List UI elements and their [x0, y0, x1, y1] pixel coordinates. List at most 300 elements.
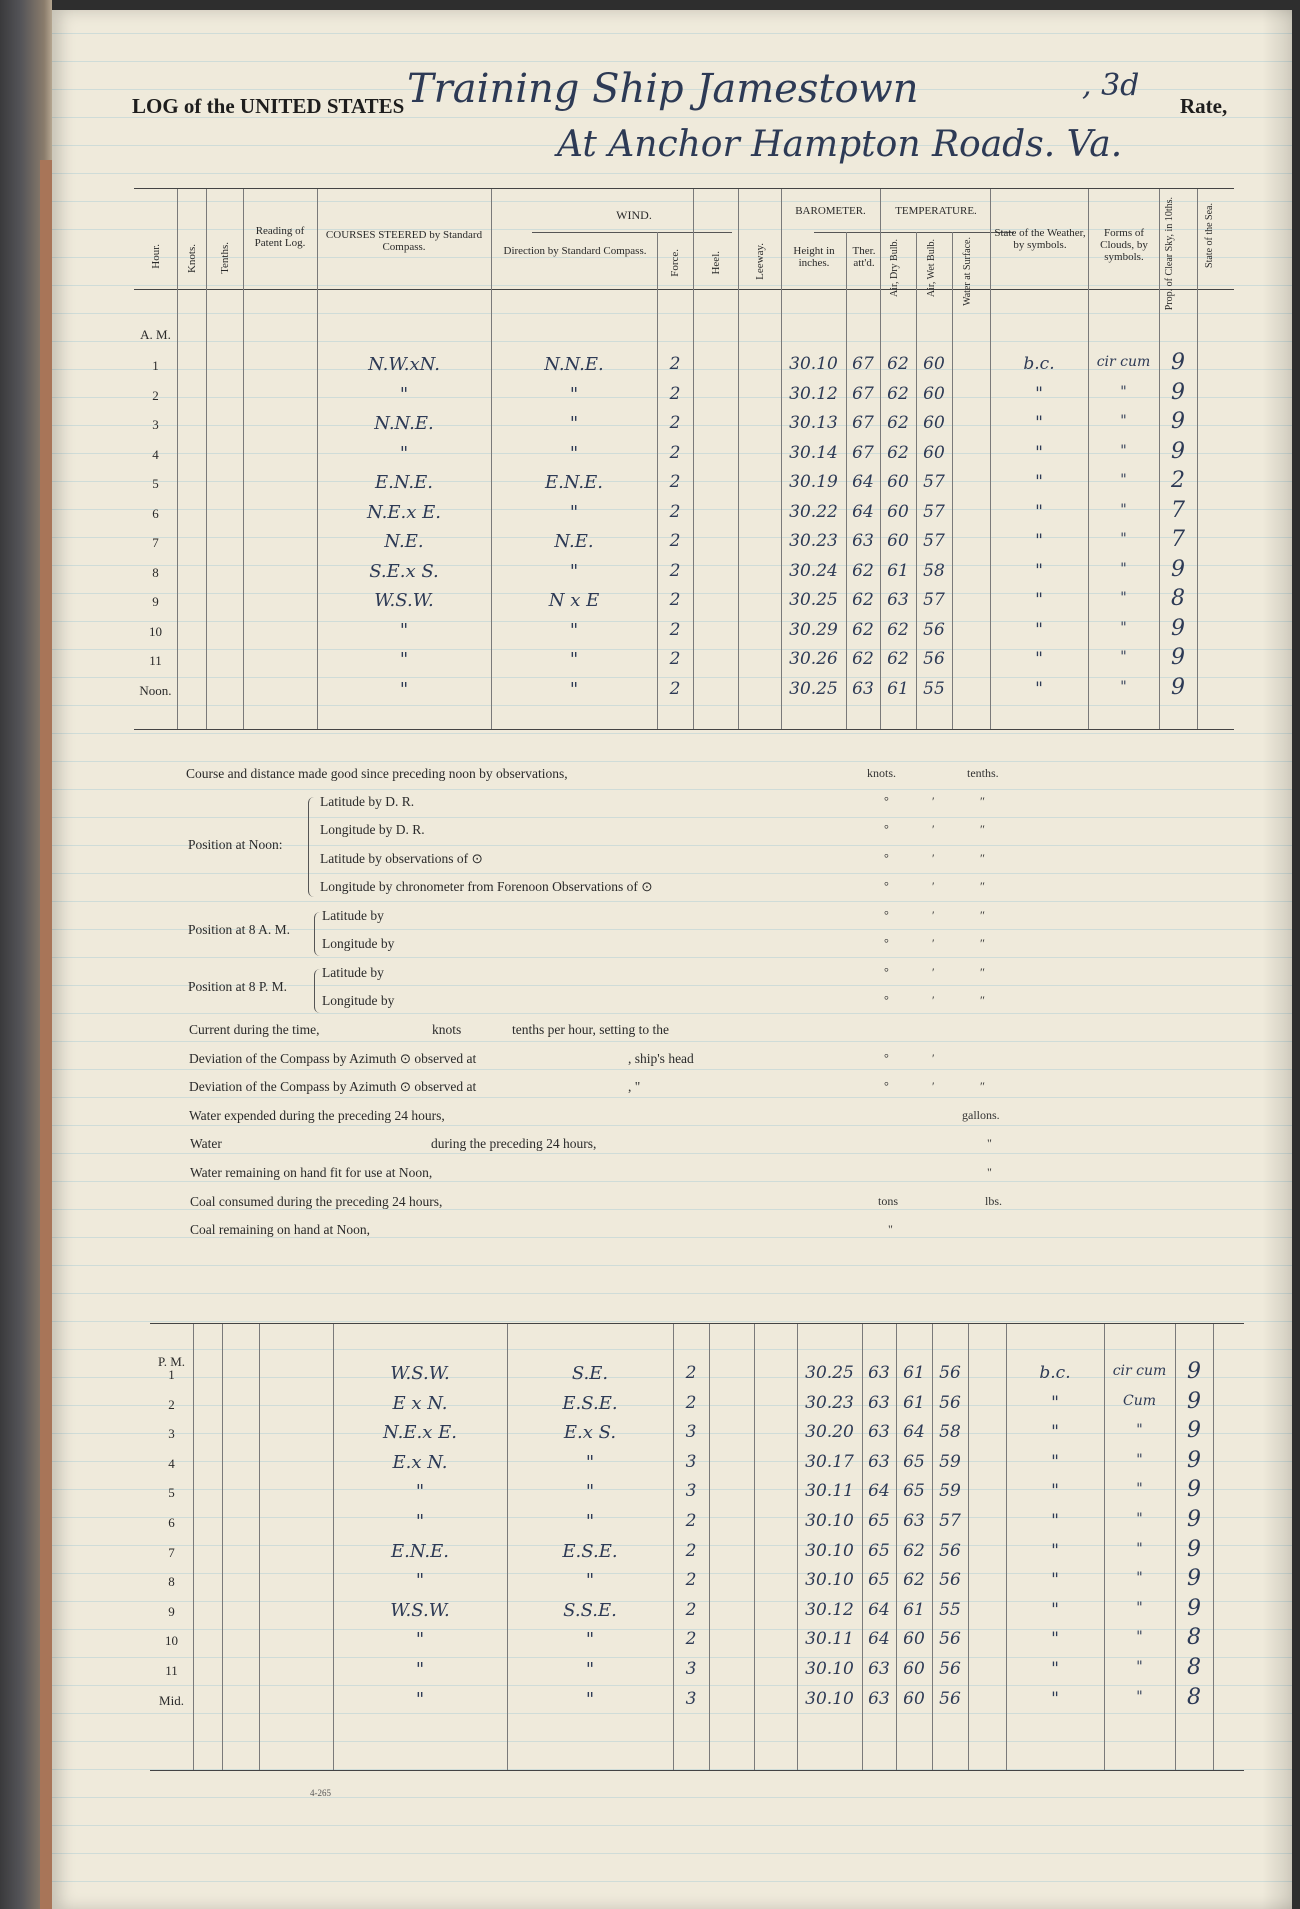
- wind-force-cell: 2: [669, 413, 681, 433]
- wet-bulb-cell: 56: [939, 1659, 961, 1679]
- weather-state-cell: ": [1051, 1540, 1059, 1561]
- barometer-height-cell: 30.10: [789, 354, 838, 374]
- barometer-height-cell: 30.25: [789, 590, 838, 610]
- pm-log-row: [150, 1420, 1244, 1450]
- ship-name: Training Ship Jamestown: [407, 66, 919, 112]
- pm-log-row: [150, 1388, 1244, 1421]
- lon-chron-label: Longitude by chronometer from Forenoon Observations of ⊙: [320, 879, 653, 894]
- coordinate-second-mark: ″: [980, 794, 985, 808]
- wind-direction-cell: E.x S.: [563, 1422, 617, 1444]
- wet-bulb-cell: 56: [939, 1363, 961, 1383]
- hour-cell: 8: [152, 564, 159, 580]
- course-cell: S.E.x S.: [369, 560, 439, 582]
- hour-cell: 2: [168, 1396, 175, 1412]
- cloud-forms-cell: ": [1120, 649, 1127, 665]
- cloud-forms-cell: ": [1120, 560, 1127, 577]
- coordinate-minute-mark: ′: [932, 851, 935, 865]
- barometer-height-cell: 30.10: [805, 1540, 854, 1561]
- pm-log-row: [150, 1627, 1244, 1657]
- current-knots-label: knots: [432, 1022, 462, 1037]
- water-remaining-label: Water remaining on hand fit for use at Noon,: [190, 1165, 433, 1180]
- coordinate-minute-mark: ′: [932, 993, 935, 1007]
- cloud-forms-cell: ": [1120, 442, 1127, 459]
- course-cell: E x N.: [392, 1392, 448, 1414]
- water-label: Water: [190, 1136, 222, 1151]
- thermometer-attached-cell: 67: [852, 354, 874, 374]
- barometer-height-cell: 30.10: [805, 1511, 854, 1531]
- cloud-forms-cell: ": [1136, 1659, 1143, 1675]
- clear-sky-cell: 9: [1171, 674, 1185, 700]
- ship-rate: , 3d: [1082, 68, 1140, 103]
- rate-label: Rate,: [1180, 94, 1228, 118]
- barometer-height-cell: 30.26: [789, 649, 838, 669]
- clear-sky-cell: 9: [1187, 1507, 1201, 1532]
- pm-log-row: [150, 1595, 1244, 1628]
- weather-state-cell: b.c.: [1023, 354, 1055, 374]
- dry-bulb-cell: 65: [903, 1481, 925, 1502]
- clear-sky-cell: 9: [1171, 409, 1185, 434]
- barometer-height-cell: 30.20: [805, 1422, 854, 1443]
- form-number: 4-265: [310, 1788, 331, 1798]
- hour-cell: 11: [149, 653, 162, 668]
- barometer-height-cell: 30.14: [789, 442, 838, 463]
- weather-state-cell: ": [1035, 531, 1043, 551]
- course-cell: ": [415, 1659, 425, 1680]
- wind-direction-cell: ": [585, 1570, 595, 1592]
- hour-cell: 5: [152, 476, 159, 491]
- am-log-row: [134, 674, 1234, 707]
- cloud-forms-cell: ": [1136, 1422, 1143, 1439]
- cloud-forms-cell: ": [1120, 678, 1127, 695]
- wind-direction-cell: ": [585, 1688, 595, 1710]
- clear-sky-cell: 9: [1187, 1477, 1201, 1503]
- clear-sky-cell: 8: [1187, 1684, 1201, 1710]
- dry-bulb-cell: 63: [887, 590, 909, 610]
- course-cell: N.E.x E.: [367, 501, 441, 523]
- hour-cell: 3: [168, 1426, 175, 1442]
- barometer-height-cell: 30.10: [805, 1688, 854, 1709]
- coordinate-degree-mark: °: [884, 1051, 889, 1065]
- cloud-forms-cell: Cum: [1122, 1392, 1156, 1409]
- wind-force-cell: 2: [685, 1629, 697, 1650]
- ships-head-label: , ship's head: [628, 1051, 694, 1066]
- deviation-label-1: Deviation of the Compass by Azimuth ⊙ observed at: [189, 1051, 477, 1066]
- am-log-row: [134, 588, 1234, 618]
- thermometer-attached-cell: 62: [852, 619, 874, 640]
- col-state-sea: State of the Sea.: [1204, 203, 1215, 268]
- coordinate-minute-mark: ′: [932, 965, 935, 979]
- thermometer-attached-cell: 63: [852, 678, 874, 699]
- weather-state-cell: ": [1051, 1570, 1059, 1591]
- hour-cell: 9: [152, 594, 159, 609]
- wet-bulb-cell: 57: [939, 1511, 961, 1531]
- coordinate-second-mark: ″: [980, 879, 985, 893]
- am-label: A. M.: [140, 327, 171, 342]
- col-knots: Knots.: [186, 244, 198, 274]
- thermometer-attached-cell: 64: [852, 501, 874, 522]
- clear-sky-cell: 9: [1187, 1359, 1201, 1384]
- wet-bulb-cell: 56: [939, 1688, 961, 1709]
- coal-tons-ditto: ": [888, 1222, 893, 1236]
- clear-sky-cell: 8: [1187, 1625, 1201, 1651]
- wind-direction-cell: ": [569, 413, 579, 434]
- lon-8am-label: Longitude by: [322, 936, 395, 951]
- clear-sky-cell: 7: [1171, 527, 1185, 552]
- wind-force-cell: 2: [669, 383, 681, 404]
- wind-force-cell: 3: [685, 1659, 697, 1679]
- clear-sky-cell: 7: [1171, 497, 1185, 523]
- barometer-height-cell: 30.12: [805, 1599, 854, 1620]
- thermometer-attached-cell: 65: [868, 1511, 890, 1531]
- wind-force-cell: 3: [685, 1481, 697, 1502]
- am-log-row: [134, 470, 1234, 500]
- cloud-forms-cell: ": [1136, 1451, 1143, 1468]
- weather-state-cell: ": [1035, 678, 1043, 699]
- wind-direction-cell: ": [585, 1451, 595, 1473]
- coordinate-degree-mark: °: [884, 822, 889, 836]
- cloud-forms-cell: ": [1136, 1599, 1143, 1616]
- cloud-forms-cell: ": [1136, 1511, 1143, 1527]
- weather-state-cell: ": [1051, 1451, 1059, 1472]
- wet-bulb-cell: 55: [923, 678, 945, 699]
- dry-bulb-cell: 62: [887, 354, 909, 374]
- dry-bulb-cell: 64: [903, 1422, 925, 1443]
- course-cell: ": [399, 619, 409, 641]
- barometer-height-cell: 30.17: [805, 1451, 854, 1472]
- thermometer-attached-cell: 62: [852, 649, 874, 669]
- wet-bulb-cell: 59: [939, 1451, 961, 1472]
- thermometer-attached-cell: 67: [852, 413, 874, 433]
- wet-bulb-cell: 56: [939, 1629, 961, 1650]
- course-distance-label: Course and distance made good since preceding noon by observations,: [186, 766, 568, 781]
- cloud-forms-cell: ": [1136, 1629, 1143, 1646]
- cloud-forms-cell: ": [1120, 413, 1127, 429]
- thermometer-attached-cell: 62: [852, 560, 874, 581]
- wind-direction-cell: ": [569, 560, 579, 582]
- wet-bulb-cell: 56: [923, 619, 945, 640]
- coordinate-second-mark: ″: [980, 993, 985, 1007]
- col-leeway: Leeway.: [754, 243, 766, 280]
- am-log-row: [134, 556, 1234, 589]
- barometer-height-cell: 30.19: [789, 472, 838, 492]
- pm-log-row: [150, 1479, 1244, 1509]
- wind-direction-cell: ": [569, 442, 579, 464]
- wet-bulb-cell: 57: [923, 501, 945, 522]
- pm-log-table: [150, 1323, 1244, 1771]
- wind-direction-cell: S.S.E.: [563, 1599, 617, 1621]
- dry-bulb-cell: 62: [887, 413, 909, 433]
- barometer-height-cell: 30.23: [789, 531, 838, 551]
- wind-direction-cell: S.E.: [571, 1363, 609, 1384]
- cloud-forms-cell: ": [1120, 472, 1127, 488]
- knots-label: knots.: [867, 766, 897, 780]
- wet-bulb-cell: 58: [939, 1422, 961, 1443]
- wind-force-cell: 2: [669, 590, 681, 610]
- dry-bulb-cell: 61: [887, 560, 909, 581]
- barometer-height-cell: 30.11: [805, 1629, 854, 1650]
- log-title: LOG of the UNITED STATES: [132, 94, 405, 118]
- hour-cell: 7: [152, 535, 159, 550]
- coordinate-degree-mark: °: [884, 965, 889, 979]
- am-log-row: [134, 647, 1234, 677]
- wet-bulb-cell: 60: [923, 383, 945, 404]
- wet-bulb-cell: 57: [923, 531, 945, 551]
- hour-cell: 3: [152, 417, 159, 432]
- thermometer-attached-cell: 67: [852, 383, 874, 404]
- pm-brace: [314, 969, 321, 1013]
- hour-cell: 9: [168, 1603, 175, 1619]
- am-log-row: [134, 411, 1234, 441]
- tons-label: tons: [878, 1194, 899, 1208]
- course-cell: ": [415, 1688, 425, 1710]
- wind-direction-cell: ": [585, 1659, 595, 1680]
- hour-cell: 11: [165, 1663, 178, 1678]
- dry-bulb-cell: 62: [903, 1540, 925, 1561]
- coordinate-second-mark: ″: [980, 1079, 985, 1093]
- wet-bulb-cell: 56: [939, 1570, 961, 1591]
- thermometer-attached-cell: 63: [868, 1659, 890, 1679]
- dry-bulb-cell: 61: [903, 1363, 925, 1383]
- noon-brace: [308, 797, 317, 897]
- barometer-height-cell: 30.25: [789, 678, 838, 699]
- col-clear-sky: Prop. of Clear Sky, in 10ths.: [1164, 197, 1175, 311]
- col-ther: Ther. att'd.: [852, 245, 876, 269]
- clear-sky-cell: 9: [1187, 1595, 1201, 1621]
- wind-direction-cell: N.N.E.: [544, 354, 604, 375]
- hour-cell: 6: [168, 1515, 175, 1530]
- wet-bulb-cell: 56: [923, 649, 945, 669]
- course-cell: ": [399, 649, 409, 670]
- col-water-surface: Water at Surface.: [962, 237, 973, 306]
- col-barometer: BAROMETER.: [795, 205, 866, 217]
- weather-state-cell: ": [1035, 472, 1043, 492]
- thermometer-attached-cell: 64: [868, 1481, 890, 1502]
- barometer-height-cell: 30.23: [805, 1392, 854, 1413]
- thermometer-attached-cell: 65: [868, 1540, 890, 1561]
- position-noon-label: Position at Noon:: [188, 837, 283, 852]
- wind-direction-cell: ": [569, 678, 579, 700]
- course-cell: W.S.W.: [390, 1363, 450, 1384]
- coal-consumed-label: Coal consumed during the preceding 24 hours,: [190, 1194, 443, 1209]
- weather-state-cell: b.c.: [1039, 1363, 1071, 1383]
- wind-force-cell: 2: [685, 1511, 697, 1531]
- wind-force-cell: 2: [685, 1392, 697, 1413]
- wind-force-cell: 2: [685, 1540, 697, 1561]
- ships-head-ditto: , ": [628, 1079, 641, 1094]
- clear-sky-cell: 9: [1171, 615, 1185, 641]
- thermometer-attached-cell: 63: [868, 1422, 890, 1443]
- dry-bulb-cell: 62: [887, 442, 909, 463]
- pm-log-row: [150, 1568, 1244, 1598]
- wet-bulb-cell: 59: [939, 1481, 961, 1502]
- log-page: [52, 10, 1292, 1909]
- coordinate-minute-mark: ′: [932, 822, 935, 836]
- wind-force-cell: 2: [685, 1599, 697, 1620]
- course-cell: W.S.W.: [374, 590, 434, 611]
- col-clouds: Forms of Clouds, by symbols.: [1100, 227, 1148, 263]
- wind-force-cell: 2: [685, 1363, 697, 1383]
- wet-bulb-cell: 57: [923, 590, 945, 610]
- weather-state-cell: ": [1051, 1688, 1059, 1709]
- wet-bulb-cell: 60: [923, 413, 945, 433]
- hour-cell: 5: [168, 1485, 175, 1501]
- hour-cell: 10: [149, 623, 162, 639]
- dry-bulb-cell: 62: [887, 383, 909, 404]
- cloud-forms-cell: ": [1136, 1570, 1143, 1587]
- weather-state-cell: ": [1035, 442, 1043, 463]
- weather-state-cell: ": [1035, 560, 1043, 581]
- dry-bulb-cell: 60: [903, 1688, 925, 1709]
- water-during-label: during the preceding 24 hours,: [431, 1136, 597, 1151]
- wind-force-cell: 2: [669, 501, 681, 522]
- clear-sky-cell: 9: [1187, 1388, 1201, 1414]
- course-cell: ": [415, 1570, 425, 1592]
- hour-cell: Noon.: [139, 682, 172, 698]
- hour-cell: 4: [168, 1455, 175, 1471]
- coordinate-minute-mark: ′: [932, 794, 935, 808]
- lat-obs-label: Latitude by observations of ⊙: [320, 851, 483, 866]
- coordinate-second-mark: ″: [980, 936, 985, 950]
- lat-dr-label: Latitude by D. R.: [320, 794, 415, 809]
- hour-cell: 6: [152, 505, 159, 521]
- coordinate-second-mark: ″: [980, 851, 985, 865]
- barometer-height-cell: 30.10: [805, 1659, 854, 1679]
- clear-sky-cell: 8: [1171, 586, 1185, 611]
- hour-cell: 8: [168, 1574, 175, 1590]
- wind-force-cell: 2: [669, 560, 681, 581]
- wind-direction-cell: ": [569, 619, 579, 641]
- am-log-row: [134, 379, 1234, 412]
- wet-bulb-cell: 57: [923, 472, 945, 492]
- weather-state-cell: ": [1051, 1511, 1059, 1531]
- weather-state-cell: ": [1035, 501, 1043, 522]
- pm-log-row: [150, 1361, 1244, 1391]
- thermometer-attached-cell: 64: [868, 1599, 890, 1620]
- clear-sky-cell: 9: [1171, 645, 1185, 670]
- wind-force-cell: 2: [669, 442, 681, 463]
- hour-cell: 10: [165, 1633, 178, 1649]
- coordinate-second-mark: ″: [980, 908, 985, 922]
- am-log-row: [134, 615, 1234, 648]
- col-hour: Hour.: [150, 244, 162, 269]
- lon-8pm-label: Longitude by: [322, 993, 395, 1008]
- wind-direction-cell: ": [585, 1511, 595, 1532]
- coordinate-degree-mark: °: [884, 851, 889, 865]
- weather-state-cell: ": [1035, 619, 1043, 640]
- wind-direction-cell: ": [585, 1629, 595, 1651]
- dry-bulb-cell: 62: [887, 619, 909, 640]
- wind-force-cell: 3: [685, 1422, 697, 1443]
- position-8pm-label: Position at 8 P. M.: [188, 979, 288, 994]
- wind-force-cell: 2: [669, 619, 681, 640]
- tenths-label: tenths.: [967, 766, 999, 780]
- dry-bulb-cell: 62: [887, 649, 909, 669]
- am-log-row: [134, 352, 1234, 382]
- wet-bulb-cell: 60: [923, 354, 945, 374]
- weather-state-cell: ": [1051, 1599, 1059, 1620]
- col-wet-bulb: Air, Wet Bulb.: [926, 239, 937, 298]
- barometer-height-cell: 30.13: [789, 413, 838, 433]
- am-log-row: [134, 529, 1234, 559]
- barometer-height-cell: 30.25: [805, 1363, 854, 1383]
- thermometer-attached-cell: 64: [852, 472, 874, 492]
- wind-direction-cell: E.N.E.: [544, 472, 604, 493]
- coordinate-second-mark: ″: [980, 822, 985, 836]
- dry-bulb-cell: 65: [903, 1451, 925, 1472]
- wind-force-cell: 3: [685, 1688, 697, 1709]
- clear-sky-cell: 8: [1187, 1655, 1201, 1680]
- wet-bulb-cell: 56: [939, 1392, 961, 1413]
- clear-sky-cell: 2: [1171, 468, 1185, 493]
- clear-sky-cell: 9: [1187, 1418, 1201, 1444]
- wet-bulb-cell: 56: [939, 1540, 961, 1561]
- coordinate-minute-mark: ′: [932, 879, 935, 893]
- dry-bulb-cell: 60: [903, 1629, 925, 1650]
- wet-bulb-cell: 55: [939, 1599, 961, 1620]
- thermometer-attached-cell: 63: [852, 531, 874, 551]
- cloud-forms-cell: ": [1120, 383, 1127, 400]
- wind-direction-cell: ": [585, 1481, 595, 1503]
- col-wind: WIND.: [616, 208, 652, 222]
- ship-location: At Anchor Hampton Roads. Va.: [557, 124, 1123, 165]
- coordinate-degree-mark: °: [884, 879, 889, 893]
- col-force: Force.: [669, 249, 681, 277]
- hour-cell: 4: [152, 446, 159, 462]
- book-binding: [0, 0, 52, 1909]
- cloud-forms-cell: cir cum: [1096, 354, 1151, 370]
- clear-sky-cell: 9: [1187, 1447, 1201, 1473]
- wind-force-cell: 3: [685, 1451, 697, 1472]
- wind-direction-cell: E.S.E.: [562, 1540, 618, 1562]
- pm-log-row: [150, 1447, 1244, 1480]
- barometer-height-cell: 30.10: [805, 1570, 854, 1591]
- course-cell: E.x N.: [392, 1451, 448, 1473]
- thermometer-attached-cell: 63: [868, 1392, 890, 1413]
- barometer-height-cell: 30.22: [789, 501, 838, 522]
- deviation-label-2: Deviation of the Compass by Azimuth ⊙ observed at: [189, 1079, 477, 1094]
- thermometer-attached-cell: 65: [868, 1570, 890, 1591]
- barometer-height-cell: 30.11: [805, 1481, 854, 1502]
- lat-8pm-label: Latitude by: [322, 965, 384, 980]
- coordinate-degree-mark: °: [884, 1079, 889, 1093]
- col-heel: Heel.: [710, 251, 722, 275]
- weather-state-cell: ": [1051, 1629, 1059, 1650]
- coordinate-degree-mark: °: [884, 908, 889, 922]
- wind-direction-cell: ": [569, 501, 579, 523]
- coal-remaining-label: Coal remaining on hand at Noon,: [190, 1222, 370, 1237]
- col-dry-bulb: Air, Dry Bulb.: [889, 239, 900, 297]
- wind-force-cell: 2: [669, 531, 681, 551]
- wind-direction-cell: N x E: [548, 590, 600, 611]
- wind-direction-cell: ": [569, 649, 579, 670]
- position-8am-label: Position at 8 A. M.: [188, 922, 291, 937]
- cloud-forms-cell: ": [1136, 1481, 1143, 1498]
- wind-force-cell: 2: [685, 1570, 697, 1591]
- weather-state-cell: ": [1051, 1422, 1059, 1443]
- thermometer-attached-cell: 63: [868, 1363, 890, 1383]
- weather-state-cell: ": [1035, 590, 1043, 610]
- pm-log-row: [150, 1684, 1244, 1717]
- barometer-height-cell: 30.24: [789, 560, 838, 581]
- col-weather: State of the Weather, by symbols.: [994, 227, 1086, 251]
- col-patent-log: Reading of Patent Log.: [254, 225, 306, 249]
- cloud-forms-cell: ": [1136, 1540, 1143, 1557]
- weather-state-cell: ": [1051, 1659, 1059, 1679]
- course-cell: E.N.E.: [390, 1540, 450, 1562]
- clear-sky-cell: 9: [1171, 438, 1185, 464]
- weather-state-cell: ": [1035, 383, 1043, 404]
- col-wind-direction: Direction by Standard Compass.: [503, 245, 647, 257]
